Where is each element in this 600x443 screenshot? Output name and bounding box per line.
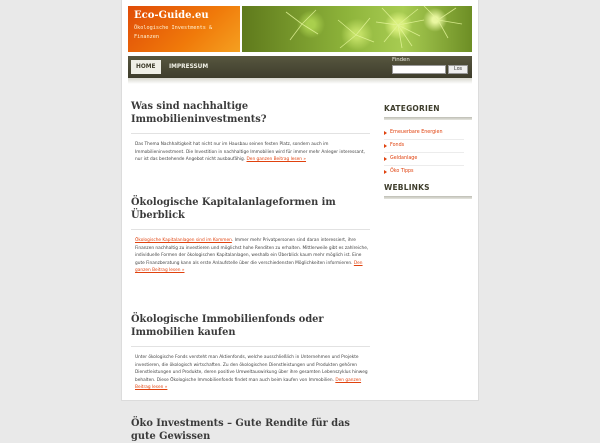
post-excerpt (131, 134, 370, 164)
category-label[interactable]: Fonds (390, 143, 405, 148)
post-excerpt-text: Unter ökologische Fonds versteht man Aktienfonds, welche ausschließlich in Unternehmen und Projekte investieren, die ökologisch wirtschaften. Zu den ökologischen Dienstleistungen und Produkten gehören Dienstleistungen und Produkte, deren positive Umweltauswirkung über ihre gesamten Lebenszyklus hinweg behalten. Diese Ökologische Immobilienfonds findet man auch beim kaufen von Immobilien. (135, 355, 368, 383)
post-excerpt (131, 230, 370, 275)
categories-heading: KATEGORIEN (384, 104, 440, 113)
arrow-bullet-icon (384, 144, 387, 148)
category-link-fonds[interactable] (384, 141, 474, 153)
post-excerpt-text: . Immer mehr Privatpersonen sind daran interessiert, ihre Finanzen nachhaltig zu investieren und möglichst hohe Renditen zu erhalten. Mittlerweile gibt es zahlreiche, individuelle Formen der ökologischen Kapitalanlagen, weshalb ein Überblick kaum mehr möglich ist. Eine gute Finanzberatung kann als erste Anlaufstelle über die verschiedensten Möglichkeiten informieren. (135, 238, 369, 266)
category-link-oeko-tipps[interactable] (384, 167, 474, 179)
post-title-link[interactable]: Ökologische Immobilienfonds oder Immobilien kaufen (131, 314, 324, 338)
arrow-bullet-icon (384, 157, 387, 161)
search-button[interactable]: Los (448, 65, 468, 74)
read-more-link[interactable]: Den ganzen Beitrag lesen » (135, 260, 363, 274)
category-label[interactable]: Erneuerbare Energien (390, 130, 443, 135)
read-more-link[interactable]: Den ganzen Beitrag lesen » (246, 157, 307, 163)
read-more-link[interactable]: Den ganzen Beitrag lesen » (135, 377, 362, 391)
post-excerpt (131, 347, 370, 392)
search-input[interactable] (392, 65, 446, 74)
nav-item-impressum[interactable]: IMPRESSUM (169, 64, 209, 70)
header-banner-image (242, 6, 472, 52)
main-content (128, 90, 370, 443)
arrow-bullet-icon (384, 170, 387, 174)
pine-needles-illustration (242, 6, 472, 52)
category-label[interactable]: Öko Tipps (390, 169, 414, 174)
post-item (131, 407, 370, 443)
post-item (131, 186, 370, 303)
post-excerpt-text: Das Thema Nachhaltigkeit hat nicht nur im Hausbau seinen festen Platz, sondern auch im Immobilieninvestment. Die Investition in nachhaltige Immobilien wird für immer mehr Anleger interessant, nur ist das bestehende Angebot nicht ausbaufähig. (135, 142, 365, 163)
site-title[interactable]: Eco-Guide.eu (134, 10, 209, 21)
category-link-erneuerbare-energien[interactable] (384, 128, 474, 140)
post-title-link[interactable]: Was sind nachhaltige Immobilieninvestments? (131, 101, 267, 125)
site-logo[interactable] (128, 6, 240, 52)
sidebar (384, 104, 474, 207)
nav-item-home[interactable]: HOME (131, 60, 161, 74)
arrow-bullet-icon (384, 131, 387, 135)
category-label[interactable]: Geldanlage (390, 156, 418, 161)
sidebar-divider (384, 117, 472, 120)
main-navigation (128, 56, 472, 78)
site-tagline: Ökologische Investments & Finanzen (134, 25, 213, 40)
category-link-geldanlage[interactable] (384, 154, 474, 166)
page-container (122, 0, 478, 442)
post-item (131, 303, 370, 407)
post-title-link[interactable]: Ökologische Kapitalanlageformen im Überblick (131, 197, 336, 221)
weblinks-heading: WEBLINKS (384, 183, 430, 192)
sidebar-divider (384, 196, 472, 199)
post-title-link[interactable]: Öko Investments – Gute Rendite für das gute Gewissen (131, 418, 350, 442)
post-item (131, 90, 370, 186)
inline-article-link[interactable]: Ökologische Kapitalanlagen sind im Kommen (135, 238, 232, 243)
nav-shadow-divider (128, 78, 472, 84)
site-header (128, 6, 472, 52)
search-label: Finden (392, 57, 410, 63)
